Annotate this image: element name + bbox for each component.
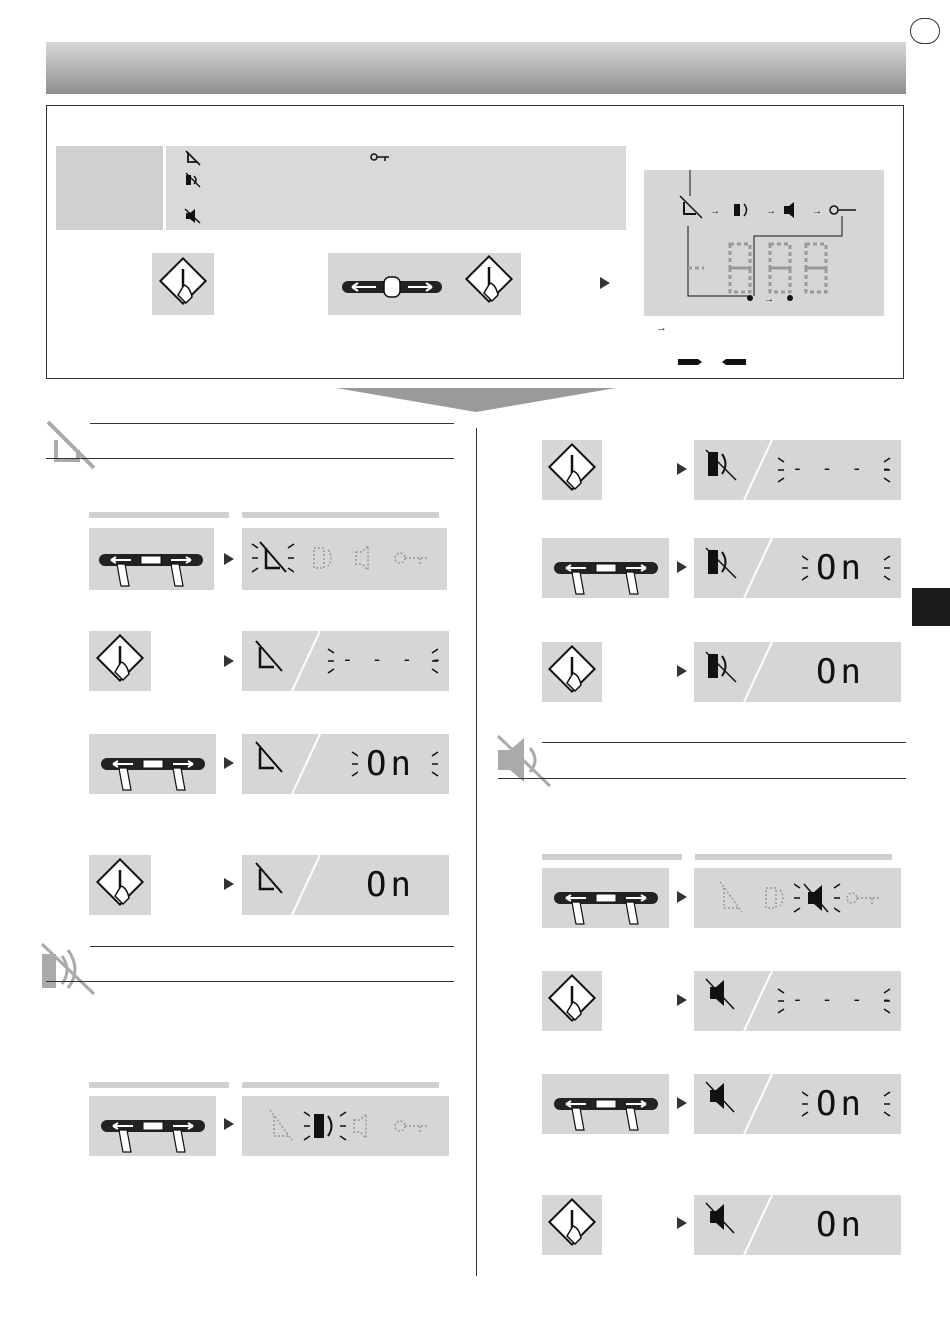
slider-tile[interactable] — [542, 1074, 669, 1134]
slider-tile[interactable] — [89, 1096, 216, 1156]
icons-cycle-graphic — [694, 868, 901, 928]
power-button-icon — [89, 855, 151, 915]
flow-arrow — [677, 891, 687, 903]
mute-section-icon — [494, 732, 554, 788]
col-bar-right — [242, 1082, 439, 1088]
power-button-icon — [542, 971, 602, 1031]
slider-tile[interactable] — [542, 538, 669, 598]
col-bar-right — [695, 854, 892, 860]
door-sound-icon — [184, 172, 202, 188]
display-diagram-graphic — [644, 170, 884, 316]
slider-bar-icon — [542, 538, 669, 598]
section-line-top — [90, 423, 454, 424]
flow-arrow — [677, 994, 687, 1006]
key-icon — [370, 152, 390, 162]
child-lock-section-icon — [44, 418, 98, 472]
child-lock-icon — [184, 150, 202, 166]
display-on: On — [816, 1205, 865, 1245]
power-button-icon — [542, 1195, 602, 1255]
col-bar-left — [89, 1082, 229, 1088]
col-bar-right — [242, 512, 439, 518]
flow-arrow — [224, 553, 234, 565]
power-button-icon — [542, 440, 602, 500]
display-panel — [242, 855, 449, 915]
power-button-tile[interactable] — [542, 642, 602, 702]
display-diagram — [644, 170, 884, 316]
mute-icon — [184, 208, 202, 224]
flow-arrow — [677, 1217, 687, 1229]
svg-text:→: → — [764, 294, 774, 305]
display-panel — [242, 631, 449, 691]
power-button-tile[interactable] — [542, 1195, 602, 1255]
display-on: On — [816, 1084, 865, 1124]
display-panel — [694, 538, 901, 598]
slider-tile[interactable] — [542, 868, 669, 928]
slider-bar-icon — [542, 1074, 669, 1134]
icons-cycle-graphic — [242, 1096, 449, 1156]
display-dashes: - - - - — [342, 649, 446, 670]
display-dashes: - - - - — [792, 989, 896, 1010]
power-button-tile[interactable] — [89, 855, 151, 915]
display-on: On — [366, 744, 415, 784]
header-bar — [46, 42, 906, 94]
section-line-top — [542, 742, 906, 743]
section-line-bottom — [46, 981, 454, 982]
slider-tile[interactable] — [89, 734, 216, 794]
display-panel — [694, 1195, 901, 1255]
flow-arrow — [224, 757, 234, 769]
slider-bar-icon — [542, 868, 669, 928]
flow-arrow — [224, 878, 234, 890]
panel-graphic — [694, 1195, 901, 1255]
power-button-tile[interactable] — [542, 440, 602, 500]
display-on: On — [816, 652, 865, 692]
flow-arrow — [677, 463, 687, 475]
display-panel — [694, 971, 901, 1031]
slider-combo-tile[interactable] — [328, 253, 521, 315]
down-arrow — [336, 388, 616, 412]
flow-arrow — [677, 1097, 687, 1109]
display-panel-icons — [242, 1096, 449, 1156]
language-tab — [910, 18, 940, 44]
panel-graphic — [242, 734, 449, 794]
column-divider — [476, 428, 477, 1276]
section-line-bottom — [498, 778, 906, 779]
display-panel — [694, 642, 901, 702]
flow-arrow — [224, 655, 234, 667]
display-panel — [694, 1074, 901, 1134]
power-button-icon — [152, 253, 214, 315]
flow-arrow — [224, 1118, 234, 1130]
slider-bar-icon — [328, 253, 521, 315]
display-panel-icons — [242, 528, 447, 590]
legend-arrow: → — [656, 322, 667, 334]
panel-graphic — [694, 538, 901, 598]
display-panel — [694, 440, 901, 500]
display-on: On — [366, 865, 415, 905]
door-sound-section-icon — [38, 940, 98, 996]
legend-label-cell — [56, 146, 166, 230]
section-line-top — [90, 946, 454, 947]
svg-text:→: → — [812, 206, 822, 217]
display-panel-icons — [694, 868, 901, 928]
flow-arrow — [677, 665, 687, 677]
section-line-bottom — [46, 458, 454, 459]
slider-bar-icon — [89, 734, 216, 794]
svg-text:→: → — [766, 206, 776, 217]
display-dashes: - - - - — [792, 458, 896, 479]
panel-graphic — [242, 855, 449, 915]
col-bar-left — [542, 854, 682, 860]
col-bar-left — [89, 512, 229, 518]
panel-graphic — [694, 1074, 901, 1134]
display-panel — [242, 734, 449, 794]
display-on: On — [816, 548, 865, 588]
power-button-tile[interactable] — [89, 631, 151, 691]
section-marker — [912, 588, 950, 626]
flow-arrow — [600, 277, 610, 289]
slider-direction-icons — [676, 356, 748, 368]
power-button-icon — [89, 631, 151, 691]
slider-bar-icon — [89, 1096, 216, 1156]
power-button-tile[interactable] — [542, 971, 602, 1031]
icons-cycle-graphic — [242, 528, 447, 590]
slider-bar-icon — [89, 528, 214, 590]
panel-graphic — [694, 642, 901, 702]
power-button-tile[interactable] — [152, 253, 214, 315]
flow-arrow — [677, 561, 687, 573]
slider-tile[interactable] — [89, 528, 214, 590]
svg-text:→: → — [710, 206, 720, 217]
power-button-icon — [542, 642, 602, 702]
